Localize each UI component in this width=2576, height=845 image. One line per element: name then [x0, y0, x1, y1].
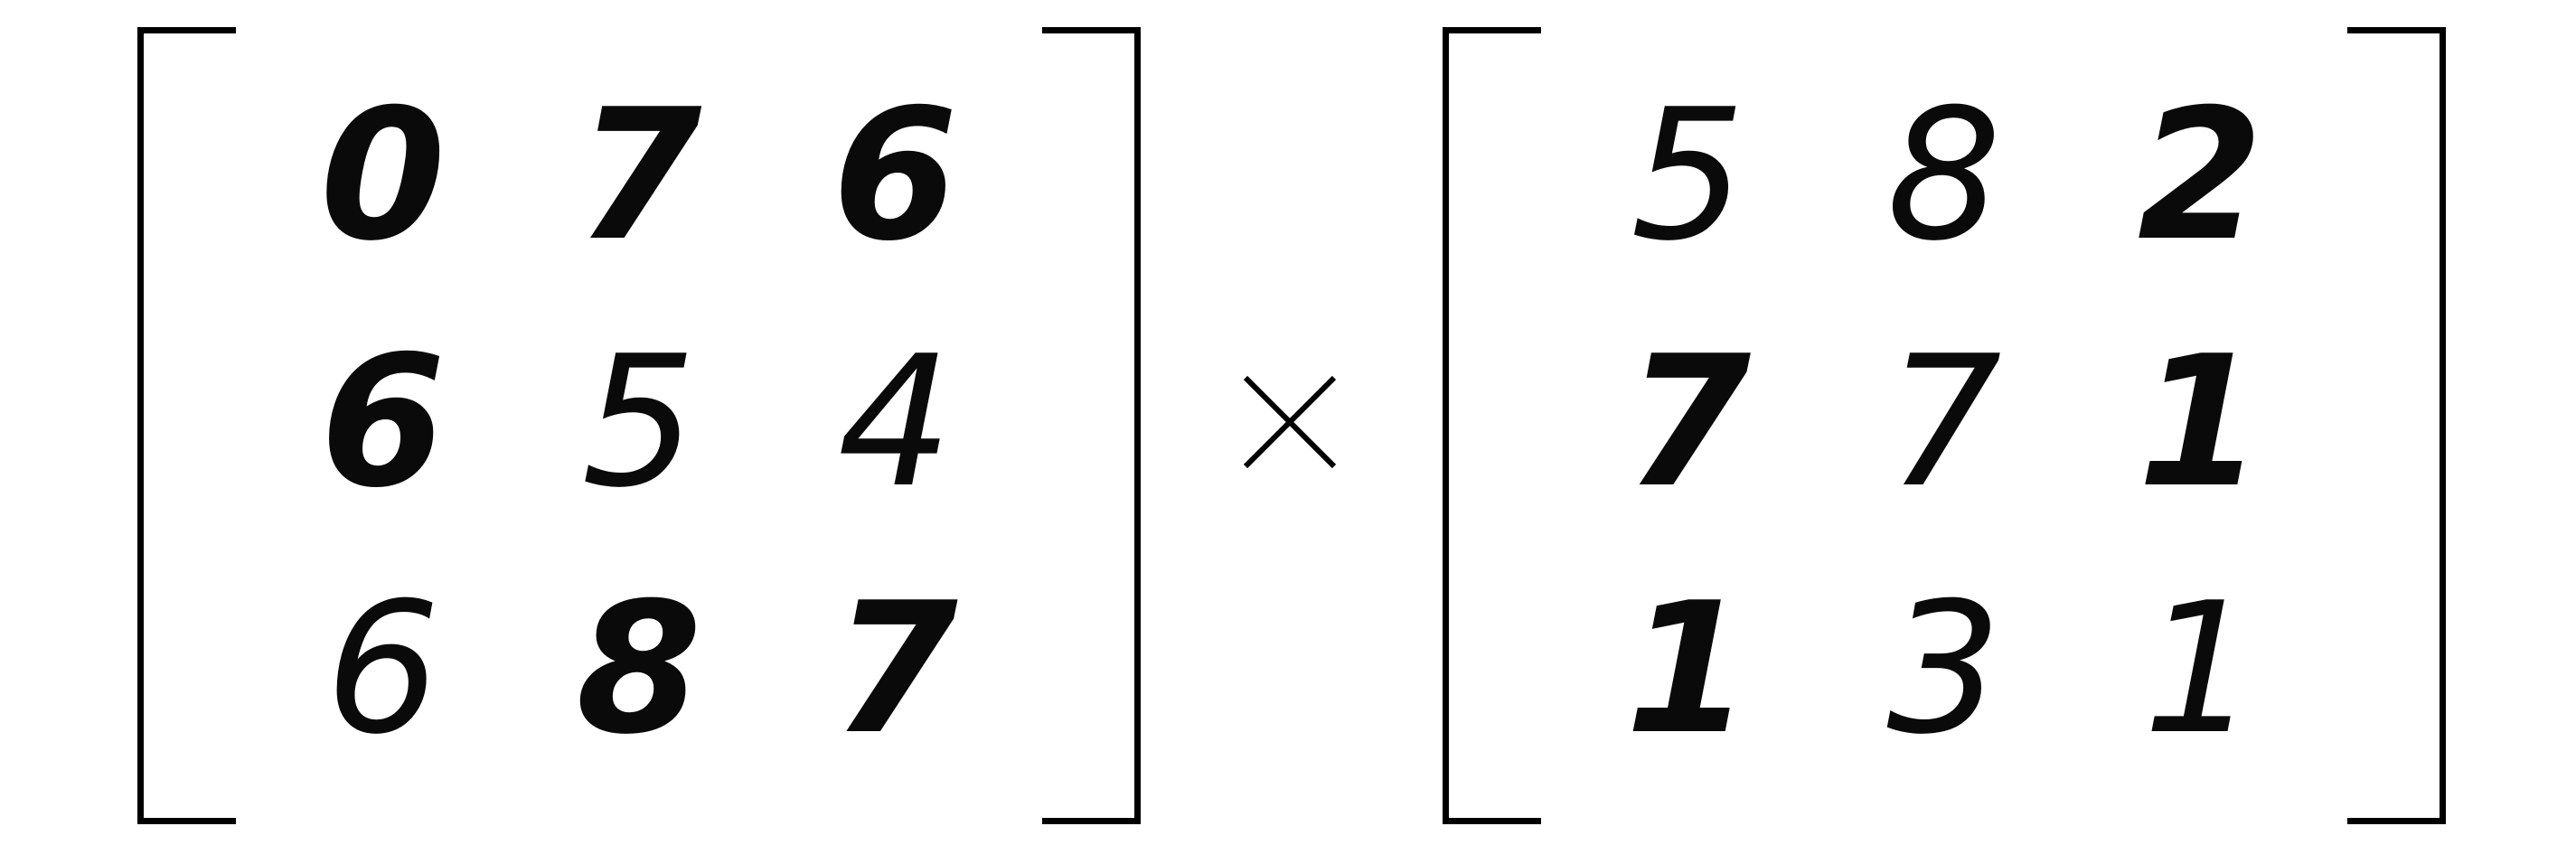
left-matrix-cell-r3c1: 6: [325, 564, 441, 775]
left-matrix-cell-r2c1: 6: [320, 316, 447, 528]
right-matrix-cell-r3c3: 1: [2142, 564, 2258, 775]
right-matrix-cell-r2c3: 1: [2137, 316, 2263, 528]
left-matrix-cell-r2c2: 5: [581, 316, 697, 528]
right-matrix-cell-r1c3: 2: [2137, 70, 2263, 281]
right-matrix-cell-r2c1: 7: [1625, 316, 1752, 528]
left-matrix-grid: [255, 52, 1023, 793]
left-matrix-open-bracket: [137, 27, 236, 824]
right-matrix-close-bracket: [2347, 27, 2446, 824]
left-matrix-cell-r3c3: 7: [832, 564, 958, 775]
left-matrix-cell-r1c2: 7: [576, 70, 702, 281]
multiplication-sign-icon: [1240, 372, 1340, 472]
right-matrix-cell-r2c2: 7: [1886, 316, 2002, 528]
right-matrix-cell-r1c2: 8: [1886, 70, 2002, 281]
left-matrix: [137, 27, 1141, 817]
right-matrix-cell-r3c1: 1: [1625, 564, 1752, 775]
left-matrix-cell-r1c1: 0: [320, 70, 447, 281]
right-matrix-open-bracket: [1443, 27, 1541, 824]
right-matrix-cell-r1c1: 5: [1631, 70, 1746, 281]
right-matrix: [1443, 27, 2446, 817]
left-matrix-close-bracket: [1042, 27, 1141, 824]
right-matrix-grid: [1560, 52, 2328, 793]
left-matrix-cell-r2c3: 4: [837, 316, 953, 528]
left-matrix-cell-r3c2: 8: [576, 564, 702, 775]
right-matrix-cell-r3c2: 3: [1886, 564, 2002, 775]
left-matrix-cell-r1c3: 6: [832, 70, 958, 281]
